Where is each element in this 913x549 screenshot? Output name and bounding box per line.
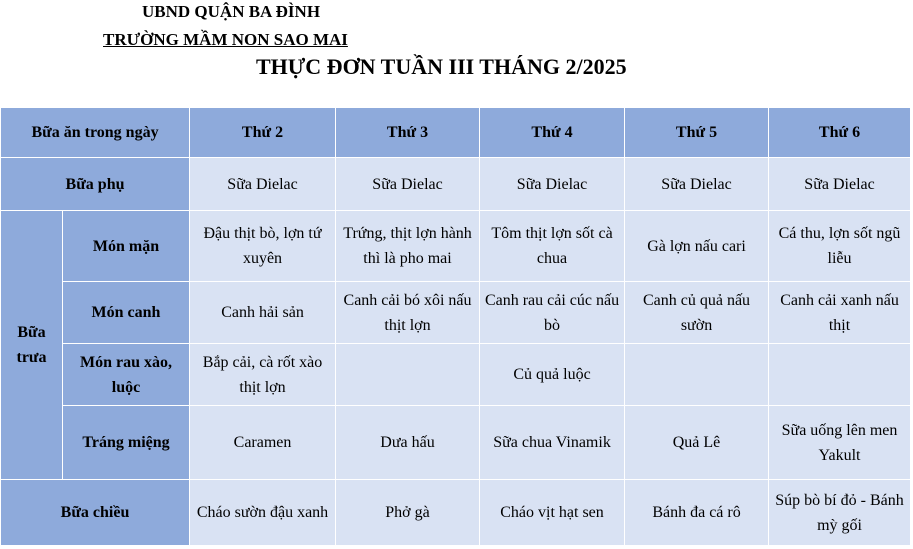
day-header: Thứ 6 [769,108,911,158]
menu-cell: Sữa Dielac [480,158,625,211]
menu-cell: Sữa uống lên men Yakult [769,406,911,480]
menu-cell: Sữa chua Vinamik [480,406,625,480]
meal-label-bua-chieu: Bữa chiều [1,480,190,546]
day-header: Thứ 5 [625,108,769,158]
menu-cell: Đậu thịt bò, lợn tứ xuyên [190,211,336,282]
dish-label: Tráng miệng [63,406,190,480]
menu-cell: Tôm thịt lợn sốt cà chua [480,211,625,282]
table-row [1,282,911,344]
menu-cell [625,344,769,406]
table-row [1,480,911,546]
menu-cell: Quả Lê [625,406,769,480]
menu-cell: Củ quả luộc [480,344,625,406]
org-name: UBND QUẬN BA ĐÌNH [142,2,321,21]
day-header: Thứ 3 [336,108,480,158]
menu-cell: Canh củ quả nấu sườn [625,282,769,344]
day-header: Thứ 4 [480,108,625,158]
table-row [1,211,911,282]
menu-cell: Sữa Dielac [336,158,480,211]
page-title: THỰC ĐƠN TUẦN III THÁNG 2/2025 [256,54,627,79]
dish-label: Món canh [63,282,190,344]
menu-cell: Sữa Dielac [769,158,911,211]
menu-cell: Canh hải sản [190,282,336,344]
meal-label-bua-phu: Bữa phụ [1,158,190,211]
meal-column-header: Bữa ăn trong ngày [1,108,190,158]
menu-table [0,107,911,546]
menu-cell: Sữa Dielac [190,158,336,211]
school-name: TRƯỜNG MẦM NON SAO MAI [103,30,348,49]
menu-cell: Bánh đa cá rô [625,480,769,546]
dish-label: Món rau xào, luộc [63,344,190,406]
header-row [1,108,911,158]
menu-cell: Canh cải bó xôi nấu thịt lợn [336,282,480,344]
meal-label-bua-trua: Bữa trưa [1,211,63,480]
dish-label: Món mặn [63,211,190,282]
menu-cell [336,344,480,406]
menu-cell [769,344,911,406]
menu-cell: Cháo vịt hạt sen [480,480,625,546]
table-row [1,158,911,211]
table-row [1,406,911,480]
menu-cell: Cá thu, lợn sốt ngũ liễu [769,211,911,282]
menu-cell: Bắp cải, cà rốt xào thịt lợn [190,344,336,406]
menu-cell: Cháo sườn đậu xanh [190,480,336,546]
menu-cell: Dưa hấu [336,406,480,480]
menu-cell: Trứng, thịt lợn hành thì là pho mai [336,211,480,282]
menu-cell: Canh cải xanh nấu thịt [769,282,911,344]
menu-cell: Sữa Dielac [625,158,769,211]
menu-cell: Phở gà [336,480,480,546]
day-header: Thứ 2 [190,108,336,158]
menu-cell: Gà lợn nấu cari [625,211,769,282]
menu-cell: Súp bò bí đỏ - Bánh mỳ gối [769,480,911,546]
table-row [1,344,911,406]
menu-cell: Canh rau cải cúc nấu bò [480,282,625,344]
menu-cell: Caramen [190,406,336,480]
